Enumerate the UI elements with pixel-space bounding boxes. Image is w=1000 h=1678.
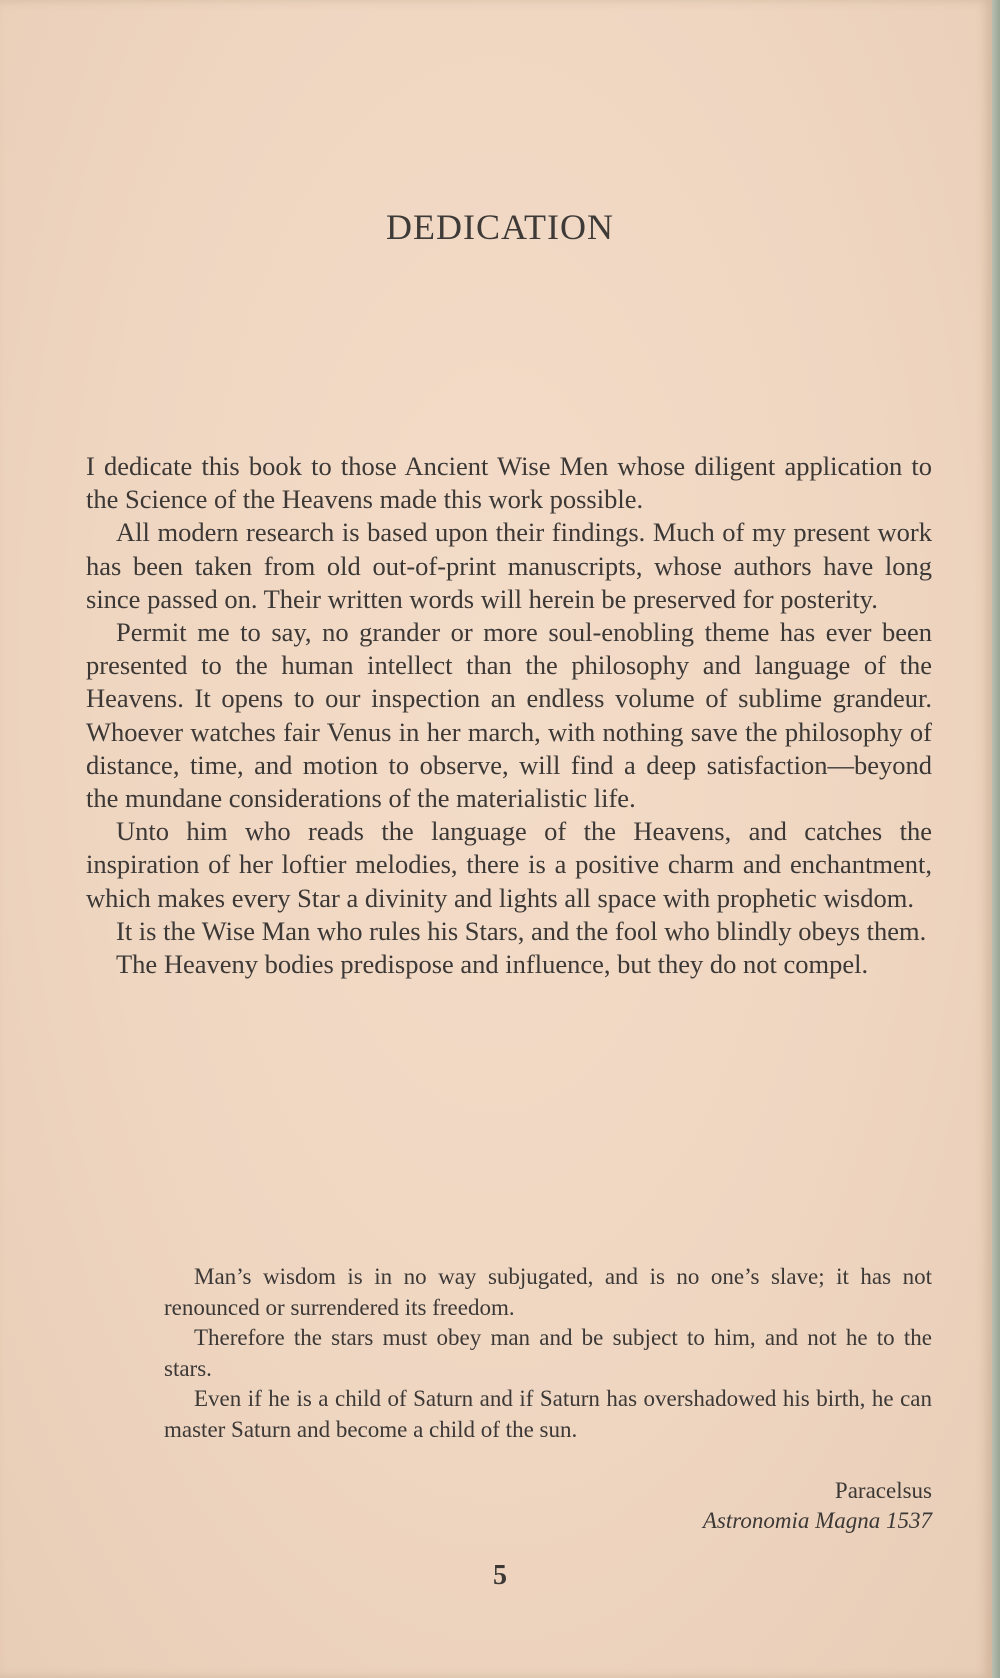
quote-paragraph-2: Therefore the stars must obey man and be subject to him, and not he to the stars. [164, 1325, 932, 1381]
paragraph-5: It is the Wise Man who rules his Stars, and the fool who blindly obeys them. [116, 915, 927, 946]
page-title: DEDICATION [386, 207, 614, 247]
paragraph-2: All modern research is based upon their findings. Much of my present work has been taken from old out-of-print manuscripts, whose authors have long since passed on. Their written words will herein be preserved for posterity. [86, 517, 932, 614]
dedication-body [86, 450, 932, 981]
quote-author: Paracelsus [834, 1478, 932, 1503]
paragraph-1: I dedicate this book to those Ancient Wise Men whose diligent application to the Science of the Heavens made this work possible. [86, 451, 932, 515]
paragraph-4: Unto him who reads the language of the Heavens, and catches the inspiration of her loftier melodies, there is a positive charm and enchantment, which makes every Star a divinity and lights all space with prophetic wisdom. [86, 816, 932, 913]
paragraph-6: The Heaveny bodies predispose and influence, but they do not compel. [116, 949, 869, 980]
page-number: 5 [493, 1560, 507, 1591]
quote-source: Astronomia Magna 1537 [702, 1508, 932, 1533]
page-edge [992, 0, 1000, 1678]
quote-paragraph-3: Even if he is a child of Saturn and if Saturn has overshadowed his birth, he can master Saturn and become a child of the sun. [164, 1386, 932, 1442]
block-quote [164, 1262, 932, 1445]
paragraph-3: Permit me to say, no grander or more soul-enobling theme has ever been presented to the human intellect than the philosophy and language of the Heavens. It opens to our inspection an endless volume of sublime grandeur. Whoever watches fair Venus in her march, with nothing save the philosophy of distance, time, and motion to observe, will find a deep satisfaction—beyond the mundane considerations of the materialistic life. [86, 617, 932, 814]
quote-paragraph-1: Man’s wisdom is in no way subjugated, and is no one’s slave; it has not renounced or surrendered its freedom. [164, 1264, 932, 1320]
